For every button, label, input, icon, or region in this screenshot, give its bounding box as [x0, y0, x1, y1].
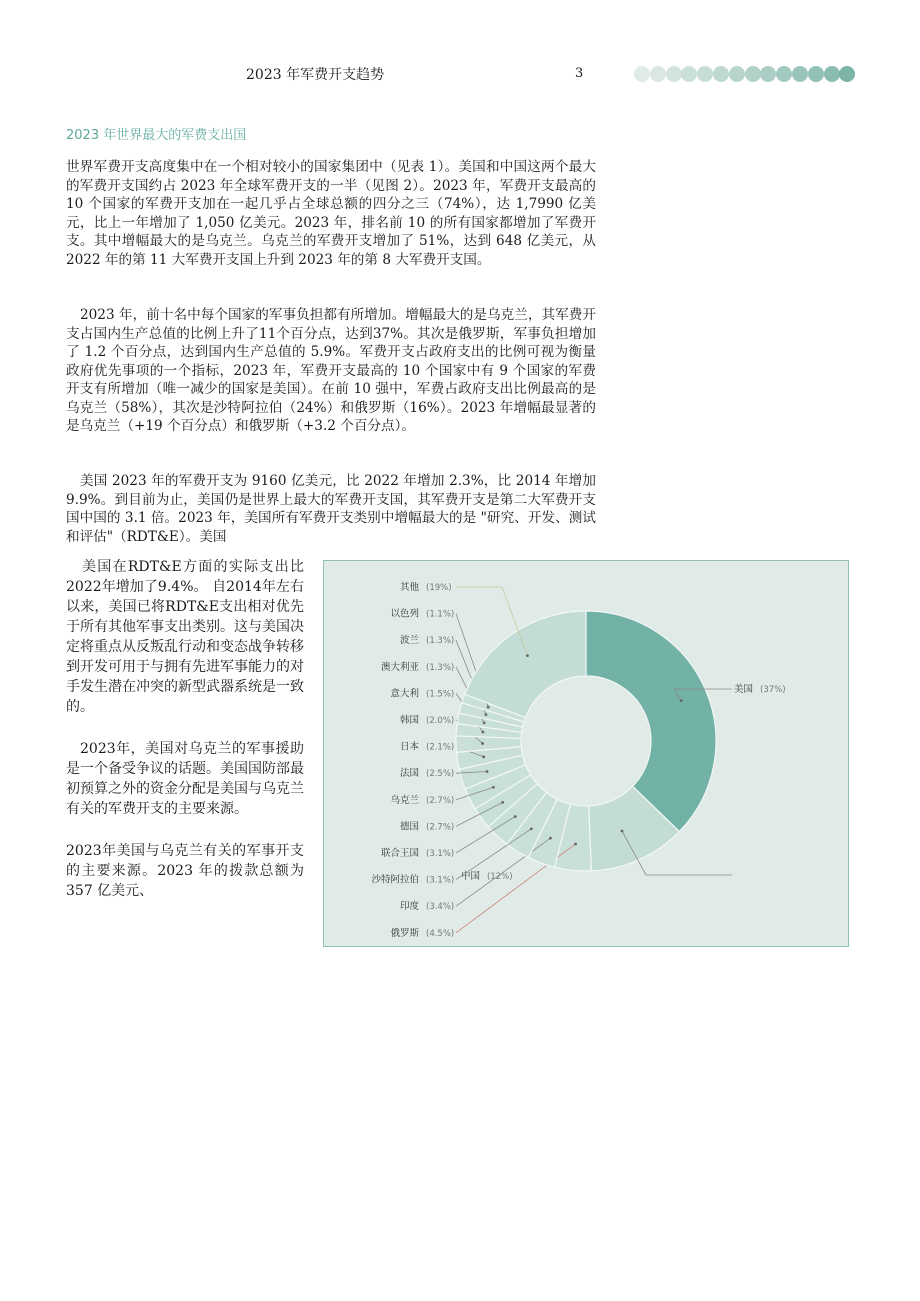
label-沙特阿拉伯: 沙特阿拉伯 — [371, 874, 419, 886]
decorative-dot — [729, 66, 745, 82]
leader-dot-其他 — [526, 654, 529, 657]
decorative-dot — [745, 66, 761, 82]
pct-俄罗斯: (4.5%) — [426, 928, 455, 939]
pct-澳大利亚: (1.3%) — [426, 662, 455, 673]
donut-chart-panel — [323, 560, 849, 947]
pct-印度: (3.4%) — [426, 902, 455, 913]
header-title: 2023 年军费开支趋势 — [246, 67, 385, 83]
pct-日本: (2.1%) — [426, 742, 455, 753]
slice-其他 — [465, 611, 586, 718]
decorative-dot — [650, 66, 666, 82]
pct-法国: (2.5%) — [426, 769, 455, 780]
paragraph-3: 美国 2023 年的军费开支为 9160 亿美元，比 2022 年增加 2.3%，比 2014 年增加 9.9%。到目前为止，美国仍是世界上最大的军费开支国，其军费开支是第二大军费开支国中国的 3.1 倍。2023 年，美国所有军费开支类别中增幅最大的是 "研究、开发、测试和评估"（RDT&E）。美国 — [66, 473, 596, 545]
label-以色列: 以色列 — [390, 608, 419, 620]
label-俄罗斯: 俄罗斯 — [390, 927, 419, 939]
decorative-dot — [634, 66, 650, 82]
decorative-dot — [776, 66, 792, 82]
pct-乌克兰: (2.7%) — [426, 795, 455, 806]
decorative-dot — [808, 66, 824, 82]
pct-其他: (19%) — [426, 583, 452, 593]
section-heading: 2023 年世界最大的军费支出国 — [66, 128, 247, 143]
donut-chart — [324, 561, 850, 948]
leader-dot-乌克兰 — [492, 786, 495, 789]
pct-韩国: (2.0%) — [426, 716, 455, 726]
leader-dot-印度 — [549, 837, 552, 840]
label-澳大利亚: 澳大利亚 — [380, 661, 419, 673]
paragraph-1: 世界军费开支高度集中在一个相对较小的国家集团中（见表 1）。美国和中国这两个最大的军费开支国约占 2023 年全球军费开支的一半（见图 2）。2023 年，军费开支最高的 10 个国家的军费开支加在一起几乎占全球总额的四分之三（74%），达 1,7990 亿美元，比上一年增加了 1,050 亿美元。2023 年，排名前 10 的所有国家都增加了军费开支。其中增幅最大的是乌克兰。乌克兰的军费开支增加了 51%，达到 648 亿美元，从 2022 年的第 11 大军费开支国上升到 2023 年的第 8 大军费开支国。 — [66, 159, 596, 268]
pct-中国: (12%) — [487, 872, 513, 882]
label-乌克兰: 乌克兰 — [390, 794, 419, 806]
leader-dot-沙特阿拉伯 — [530, 827, 533, 830]
leader-dot-中国 — [621, 830, 624, 833]
decorative-dot — [824, 66, 840, 82]
label-联合王国: 联合王国 — [380, 848, 419, 859]
paragraph-2: 2023 年，前十名中每个国家的军事负担都有所增加。增幅最大的是乌克兰，其军费开支占国内生产总值的比例上升了11个百分点，达到37%。其次是俄罗斯，军事负担增加了 1.2 个百分点，达到国内生产总值的 5.9%。军费开支占政府支出的比例可视为衡量政府优先事项的一个指标，2023 年，军费开支最高的 10 个国家中有 9 个国家的军费开支有所增加（唯一减少的国家是美国）。在前 10 强中，军费占政府支出比例最高的是乌克兰（58%），其次是沙特阿拉伯（24%）和俄罗斯（16%）。2023 年增幅最显著的是乌克兰（+19 个百分点）和俄罗斯（+3.2 个百分点）。 — [66, 307, 596, 434]
decorative-dot — [681, 66, 697, 82]
label-意大利: 意大利 — [390, 688, 419, 700]
label-印度: 印度 — [399, 901, 419, 913]
decorative-dot — [666, 66, 682, 82]
leader-dot-韩国 — [481, 742, 484, 745]
pct-沙特阿拉伯: (3.1%) — [426, 875, 455, 886]
pct-美国: (37%) — [760, 685, 786, 695]
label-波兰: 波兰 — [399, 635, 419, 647]
label-中国: 中国 — [461, 871, 481, 882]
leader-dot-日本 — [482, 755, 485, 758]
pct-以色列: (1.1%) — [426, 609, 455, 620]
pct-德国: (2.7%) — [426, 822, 455, 833]
leader-dot-澳大利亚 — [483, 722, 486, 725]
pct-联合王国: (3.1%) — [426, 849, 455, 859]
pct-意大利: (1.5%) — [426, 689, 455, 700]
paragraph-5: 2023年，美国对乌克兰的军事援助是一个备受争议的话题。美国国防部最初预算之外的资金分配是美国与乌克兰有关的军费开支的主要来源。 — [66, 741, 304, 817]
label-其他: 其他 — [399, 582, 419, 593]
decorative-dot — [839, 66, 855, 82]
label-法国: 法国 — [399, 768, 419, 780]
decorative-dot — [792, 66, 808, 82]
leader-dot-法国 — [486, 770, 489, 773]
label-美国: 美国 — [734, 684, 754, 695]
leader-dot-德国 — [501, 801, 504, 804]
label-韩国: 韩国 — [399, 715, 419, 726]
leader-dot-以色列 — [487, 706, 490, 709]
decorative-dot — [697, 66, 713, 82]
decorative-dot — [760, 66, 776, 82]
label-德国: 德国 — [399, 821, 419, 833]
paragraph-6: 2023年美国与乌克兰有关的军事开支的主要来源。2023 年的拨款总额为 357 亿美元、 — [66, 843, 304, 899]
leader-dot-美国 — [680, 699, 683, 702]
leader-dot-俄罗斯 — [574, 843, 577, 846]
leader-dot-波兰 — [485, 713, 488, 716]
leader-dot-意大利 — [481, 731, 484, 734]
decorative-dot — [713, 66, 729, 82]
leader-dot-联合王国 — [514, 815, 517, 818]
label-日本: 日本 — [399, 741, 419, 753]
page-number: 3 — [575, 66, 584, 81]
slice-美国 — [586, 611, 716, 832]
paragraph-4: 美国在RDT&E方面的实际支出比2022年增加了9.4%。 自2014年左右以来，美国已将RDT&E支出相对优先于所有其他军事支出类别。这与美国决定将重点从反叛乱行动和变态战争转移到开发可用于与拥有先进军事能力的对手发生潜在冲突的新型武器系统是一致的。 — [66, 559, 304, 715]
pct-波兰: (1.3%) — [426, 636, 455, 647]
